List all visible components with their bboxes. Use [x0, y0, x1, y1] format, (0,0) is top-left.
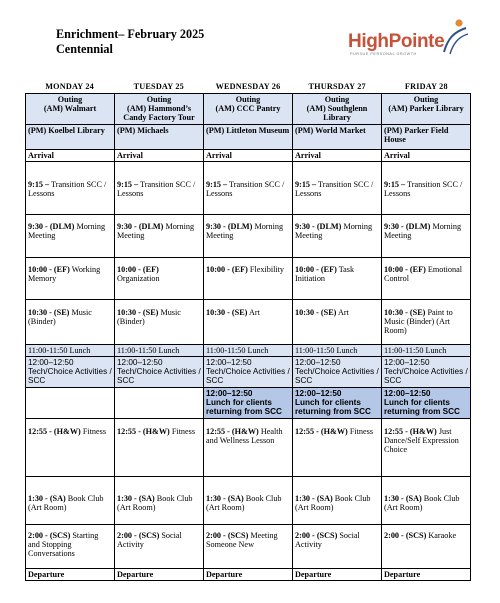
activity-cell: [204, 299, 293, 344]
day-header-monday: MONDAY 24: [45, 82, 94, 91]
returning-lunch-cell: [204, 387, 293, 418]
lunch-cell: 11:00-11:50 Lunch: [26, 344, 115, 356]
activity-cell: [293, 418, 382, 476]
activity-time: 2:00 - (SCS): [295, 530, 338, 540]
outing-cell: [382, 94, 471, 125]
activity-text: Book Club (Art Room): [28, 493, 104, 512]
outing-pm: (PM) Parker Field House: [384, 125, 449, 144]
activity-text: Just Dance/Self Expression Choice: [384, 426, 459, 455]
day-header-tuesday: TUESDAY 25: [133, 82, 184, 91]
day-header-thursday: THURSDAY 27: [308, 82, 366, 91]
activity-cell: [204, 257, 293, 299]
hw-row: [26, 418, 471, 476]
activity-text: Music (Binder): [117, 307, 181, 327]
activity-cell: [382, 299, 471, 344]
activity-time: 10:00 - (EF): [117, 264, 159, 274]
dlm-row: [26, 214, 471, 257]
activity-time: 2:00 - (SCS): [206, 530, 249, 540]
activity-time: 12:55 - (H&W): [384, 426, 437, 436]
activity-time: 2:00 - (SCS): [117, 530, 160, 540]
activity-time: 1:30 - (SA): [206, 493, 244, 503]
empty-cell: [26, 387, 115, 418]
activity-cell: [204, 214, 293, 257]
returning-time: 12:00–12:50: [295, 388, 342, 398]
activity-time: 10:30 - (SE): [384, 307, 426, 317]
outing-am: (AM) Parker Library: [388, 104, 464, 114]
outing-cell: [204, 94, 293, 125]
lunch-cell: 11:00-11:50 Lunch: [293, 344, 382, 356]
outing-pm-cell: [204, 124, 293, 149]
activity-time: 10:00 - (EF): [28, 264, 70, 274]
activity-cell: [293, 299, 382, 344]
departure-cell: Departure: [26, 568, 115, 580]
activity-time: 9:15 –: [295, 179, 317, 189]
outing-label: Outing: [324, 95, 350, 104]
activity-time: 12:55 - (H&W): [28, 426, 81, 436]
tech-choice-row: [26, 357, 471, 388]
outing-pm: (PM) Michaels: [117, 125, 169, 135]
activity-text: Morning Meeting: [28, 221, 106, 241]
activity-text: Morning Meeting: [206, 221, 284, 241]
activity-time: 1:30 - (SA): [117, 493, 155, 503]
activity-time: 12:55 - (H&W): [117, 426, 170, 436]
transition-row: [26, 161, 471, 214]
returning-lunch-row: [26, 387, 471, 418]
activity-cell: [204, 161, 293, 214]
activity-cell: [293, 524, 382, 568]
activity-cell: [382, 257, 471, 299]
tech-choice-cell: 12:00–12:50 Tech/Choice Activities / SCC: [293, 357, 382, 388]
activity-time: 9:30 - (DLM): [117, 221, 164, 231]
activity-text: Music (Binder): [28, 307, 92, 327]
activity-time: 2:00 - (SCS): [384, 530, 427, 540]
activity-text: Transition SCC / Lessons: [28, 179, 107, 199]
returning-lunch-cell: [293, 387, 382, 418]
returning-lunch-cell: [382, 387, 471, 418]
activity-time: 9:15 –: [384, 179, 406, 189]
lunch-cell: 11:00-11:50 Lunch: [382, 344, 471, 356]
se-row: [26, 299, 471, 344]
activity-time: 1:30 - (SA): [28, 493, 66, 503]
activity-text: Paint to Music (Binder) (Art Room): [384, 307, 453, 336]
activity-text: Book Club (Art Room): [117, 493, 193, 512]
departure-cell: Departure: [204, 568, 293, 580]
activity-time: 10:30 - (SE): [28, 307, 70, 317]
outing-am: (AM) Hammond’s Candy Factory Tour: [123, 104, 195, 123]
departure-row: [26, 568, 471, 580]
activity-text: Starting and Stopping Conversations: [28, 530, 99, 559]
schedule-table: [25, 93, 471, 581]
activity-time: 12:55 - (H&W): [206, 426, 259, 436]
activity-time: 9:15 –: [206, 179, 228, 189]
outing-cell: [26, 94, 115, 125]
activity-cell: [115, 299, 204, 344]
outing-pm: (PM) Koelbel Library: [28, 125, 105, 135]
lunch-cell: 11:00-11:50 Lunch: [204, 344, 293, 356]
activity-text: Karaoke: [426, 530, 457, 540]
activity-cell: [26, 476, 115, 524]
activity-cell: [115, 161, 204, 214]
tech-choice-cell: 12:00–12:50 Tech/Choice Activities / SCC: [382, 357, 471, 388]
activity-cell: [204, 476, 293, 524]
outing-label: Outing: [146, 95, 172, 104]
outing-pm: (PM) Littleton Museum: [206, 125, 290, 135]
activity-text: Book Club (Art Room): [206, 493, 282, 512]
day-header-friday: FRIDAY 28: [404, 82, 448, 91]
outing-am: (AM) Southglenn Library: [306, 104, 368, 123]
activity-time: 10:30 - (SE): [117, 307, 159, 317]
activity-time: 9:15 –: [28, 179, 50, 189]
activity-time: 9:30 - (DLM): [206, 221, 253, 231]
empty-cell: [115, 387, 204, 418]
day-header-wednesday: WEDNESDAY 26: [215, 82, 281, 91]
highpointe-logo: [344, 18, 474, 58]
outing-label: Outing: [57, 95, 83, 104]
activity-text: Morning Meeting: [117, 221, 195, 241]
arrival-cell: Arrival: [204, 149, 293, 161]
returning-text: Lunch for clients returning from SCC: [206, 397, 282, 417]
activity-time: 10:30 - (SE): [206, 307, 248, 317]
activity-text: Social Activity: [295, 530, 360, 549]
activity-time: 1:30 - (SA): [295, 493, 333, 503]
activity-text: Fitness: [80, 426, 107, 436]
outing-pm-cell: [382, 124, 471, 149]
arrival-row: [26, 149, 471, 161]
activity-cell: [382, 418, 471, 476]
activity-cell: [115, 214, 204, 257]
activity-cell: [293, 257, 382, 299]
activity-time: 9:30 - (DLM): [384, 221, 431, 231]
activity-cell: [26, 299, 115, 344]
activity-time: 9:15 –: [117, 179, 139, 189]
activity-text: Transition SCC / Lessons: [384, 179, 463, 199]
activity-time: 10:30 - (SE): [295, 307, 337, 317]
activity-time: 10:00 - (EF): [206, 264, 248, 274]
activity-cell: [382, 214, 471, 257]
departure-cell: Departure: [382, 568, 471, 580]
arrival-cell: Arrival: [293, 149, 382, 161]
activity-cell: [293, 476, 382, 524]
logo-wordmark: HighPointe: [348, 31, 445, 52]
outing-pm-cell: [115, 124, 204, 149]
activity-text: Book Club (Art Room): [295, 493, 371, 512]
activity-text: Social Activity: [117, 530, 182, 549]
document-title: [56, 27, 204, 57]
title-line-2: Centennial: [56, 42, 113, 56]
returning-time: 12:00–12:50: [206, 388, 253, 398]
logo-figure-icon: [440, 18, 470, 56]
activity-text: Health and Wellness Lesson: [206, 426, 283, 445]
lunch-row: [26, 344, 471, 356]
activity-text: Art: [247, 307, 260, 317]
activity-text: Task Initiation: [295, 264, 355, 284]
activity-text: Flexibility: [247, 264, 285, 274]
departure-cell: Departure: [115, 568, 204, 580]
outing-label: Outing: [413, 95, 439, 104]
activity-text: Morning Meeting: [295, 221, 373, 241]
activity-cell: [115, 257, 204, 299]
outing-pm-cell: [293, 124, 382, 149]
logo-tagline: PURSUE PERSONAL GROWTH: [350, 52, 417, 56]
outing-pm-cell: [26, 124, 115, 149]
activity-time: 1:30 - (SA): [384, 493, 422, 503]
activity-cell: [26, 524, 115, 568]
arrival-cell: Arrival: [26, 149, 115, 161]
activity-cell: [26, 257, 115, 299]
sa-row: [26, 476, 471, 524]
arrival-cell: Arrival: [382, 149, 471, 161]
activity-text: Art: [336, 307, 349, 317]
returning-text: Lunch for clients returning from SCC: [295, 397, 371, 417]
outing-am: (AM) CCC Pantry: [215, 104, 281, 114]
activity-text: Working Memory: [28, 264, 101, 284]
activity-cell: [382, 161, 471, 214]
departure-cell: Departure: [293, 568, 382, 580]
tech-choice-cell: 12:00–12:50 Tech/Choice Activities / SCC: [26, 357, 115, 388]
activity-cell: [115, 418, 204, 476]
activity-cell: [115, 476, 204, 524]
ef-row: [26, 257, 471, 299]
activity-cell: [204, 524, 293, 568]
activity-text: Book Club (Art Room): [384, 493, 460, 512]
activity-cell: [382, 524, 471, 568]
activity-cell: [293, 161, 382, 214]
activity-cell: [293, 214, 382, 257]
arrival-cell: Arrival: [115, 149, 204, 161]
outing-pm-row: [26, 124, 471, 149]
activity-cell: [382, 476, 471, 524]
activity-text: Emotional Control: [384, 264, 462, 284]
activity-text: Fitness: [347, 426, 374, 436]
outing-cell: [115, 94, 204, 125]
activity-time: 9:30 - (DLM): [28, 221, 75, 231]
day-header-row: [25, 82, 471, 91]
outing-pm: (PM) World Market: [295, 125, 366, 135]
returning-text: Lunch for clients returning from SCC: [384, 397, 460, 417]
activity-text: Transition SCC / Lessons: [206, 179, 285, 199]
tech-choice-cell: 12:00–12:50 Tech/Choice Activities / SCC: [204, 357, 293, 388]
title-line-1: Enrichment– February 2025: [56, 27, 205, 41]
activity-text: Organization: [117, 274, 160, 284]
activity-text: Meeting Someone New: [206, 530, 278, 549]
tech-choice-cell: 12:00–12:50 Tech/Choice Activities / SCC: [115, 357, 204, 388]
activity-time: 10:00 - (EF): [295, 264, 337, 274]
activity-text: Morning Meeting: [384, 221, 462, 241]
activity-cell: [26, 418, 115, 476]
outing-am-row: [26, 94, 471, 125]
activity-text: Transition SCC / Lessons: [295, 179, 374, 199]
activity-time: 9:30 - (DLM): [295, 221, 342, 231]
activity-cell: [26, 161, 115, 214]
scs-row: [26, 524, 471, 568]
outing-am: (AM) Walmart: [43, 104, 97, 114]
activity-time: 2:00 - (SCS): [28, 530, 71, 540]
returning-time: 12:00–12:50: [384, 388, 431, 398]
activity-time: 10:00 - (EF): [384, 264, 426, 274]
activity-time: 12:55 - (H&W): [295, 426, 348, 436]
outing-label: Outing: [235, 95, 261, 104]
activity-cell: [115, 524, 204, 568]
activity-text: Transition SCC / Lessons: [117, 179, 196, 199]
activity-text: Fitness: [169, 426, 196, 436]
outing-cell: [293, 94, 382, 125]
activity-cell: [204, 418, 293, 476]
activity-cell: [26, 214, 115, 257]
lunch-cell: 11:00-11:50 Lunch: [115, 344, 204, 356]
